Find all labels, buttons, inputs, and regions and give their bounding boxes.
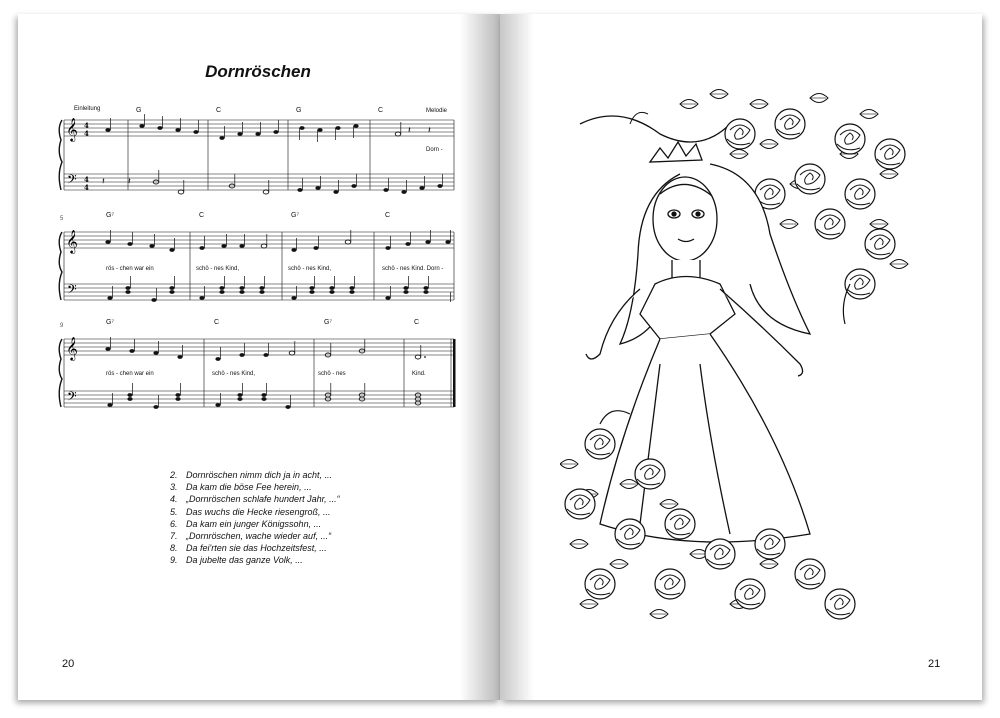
chord-symbol: C bbox=[414, 319, 420, 326]
melody-label: Melodie bbox=[426, 108, 448, 114]
grand-staff bbox=[56, 212, 456, 302]
lyric-line: Dorn - bbox=[426, 147, 443, 153]
svg-text:𝄽: 𝄽 bbox=[102, 177, 105, 187]
measure-number: 5 bbox=[60, 216, 64, 222]
verse-number: 7. bbox=[170, 531, 178, 542]
verse-item bbox=[170, 481, 430, 493]
verse-text: „Dornröschen schlafe hundert Jahr, ...“ bbox=[186, 494, 340, 505]
music-system-3 bbox=[56, 319, 456, 409]
svg-text:𝄢: 𝄢 bbox=[67, 389, 77, 407]
chord-symbol: G⁷ bbox=[106, 319, 114, 326]
music-system-1 bbox=[56, 106, 456, 196]
verse-text: Da jubelte das ganze Volk, ... bbox=[186, 555, 303, 566]
svg-text:𝄽: 𝄽 bbox=[428, 126, 431, 136]
verse-text: Da kam die böse Fee herein, ... bbox=[186, 482, 312, 493]
svg-text:𝄽: 𝄽 bbox=[408, 126, 411, 136]
gutter-shadow bbox=[460, 14, 500, 700]
chord-symbol: C bbox=[385, 212, 391, 219]
verse-list bbox=[170, 469, 430, 567]
svg-text:𝄢: 𝄢 bbox=[67, 282, 77, 300]
verse-item bbox=[170, 518, 430, 530]
chord-symbol: C bbox=[214, 319, 220, 326]
lyric-line: schö - nes Kind, bbox=[212, 371, 256, 377]
chord-symbol: G bbox=[296, 107, 302, 114]
page-number-left: 20 bbox=[62, 658, 75, 670]
lyric-line: rös - chen war ein bbox=[106, 266, 154, 272]
verse-number: 3. bbox=[170, 482, 178, 493]
verse-number: 4. bbox=[170, 494, 178, 505]
lyric-line: schö - nes bbox=[318, 371, 346, 377]
chord-symbol: C bbox=[216, 107, 222, 114]
verse-number: 5. bbox=[170, 506, 178, 517]
left-page bbox=[18, 14, 500, 700]
verse-number: 8. bbox=[170, 543, 178, 554]
lyric-line: Kind. bbox=[412, 371, 426, 377]
verse-item bbox=[170, 530, 430, 542]
grand-staff bbox=[56, 106, 456, 196]
verse-text: Dornröschen nimm dich ja in acht, ... bbox=[186, 470, 333, 480]
verse-text: Da fei'rten sie das Hochzeitsfest, ... bbox=[186, 543, 327, 554]
intro-label: Einleitung bbox=[74, 106, 101, 112]
svg-text:4: 4 bbox=[84, 183, 89, 192]
chord-symbol: G⁷ bbox=[324, 319, 332, 326]
grand-staff bbox=[56, 319, 456, 409]
chord-symbol: C bbox=[199, 212, 205, 219]
verse-number: 2. bbox=[170, 470, 178, 480]
chord-symbol: G bbox=[136, 107, 142, 114]
chord-symbol: C bbox=[378, 107, 384, 114]
svg-text:𝄽: 𝄽 bbox=[128, 177, 131, 187]
lyric-line: schö - nes Kind, bbox=[288, 266, 332, 272]
lyric-line: schö - nes Kind, bbox=[196, 266, 240, 272]
verse-item bbox=[170, 542, 430, 554]
svg-text:4: 4 bbox=[84, 129, 89, 138]
measure-number: 9 bbox=[60, 323, 64, 329]
svg-text:4: 4 bbox=[84, 121, 89, 130]
lyric-line: rös - chen war ein bbox=[106, 371, 154, 377]
chord-symbol: G⁷ bbox=[291, 212, 299, 219]
lyric-line: schö - nes Kind. Dorn - bbox=[382, 266, 444, 272]
verse-number: 6. bbox=[170, 518, 178, 529]
svg-text:𝄢: 𝄢 bbox=[67, 172, 77, 190]
chord-symbol: G⁷ bbox=[106, 212, 114, 219]
gutter-shadow bbox=[500, 14, 534, 700]
verse-item bbox=[170, 469, 430, 481]
svg-text:𝄞: 𝄞 bbox=[66, 336, 78, 360]
open-book bbox=[18, 14, 982, 700]
svg-text:𝄞: 𝄞 bbox=[66, 229, 78, 253]
song-title: Dornröschen bbox=[205, 62, 311, 81]
verse-text: Das wuchs die Hecke riesengroß, ... bbox=[186, 506, 331, 517]
verse-item bbox=[170, 506, 430, 518]
verse-item bbox=[170, 493, 430, 505]
verse-number: 9. bbox=[170, 555, 178, 566]
page-number-right: 21 bbox=[928, 658, 941, 670]
svg-text:4: 4 bbox=[84, 175, 89, 184]
verse-item bbox=[170, 554, 430, 566]
right-page bbox=[500, 14, 982, 700]
svg-text:𝄞: 𝄞 bbox=[66, 117, 78, 141]
verse-text: „Dornröschen, wache wieder auf, ...“ bbox=[186, 531, 332, 542]
princess-coloring-illustration bbox=[560, 84, 930, 644]
verse-text: Da kam ein junger Königssohn, ... bbox=[186, 518, 322, 529]
music-system-2 bbox=[56, 212, 456, 302]
